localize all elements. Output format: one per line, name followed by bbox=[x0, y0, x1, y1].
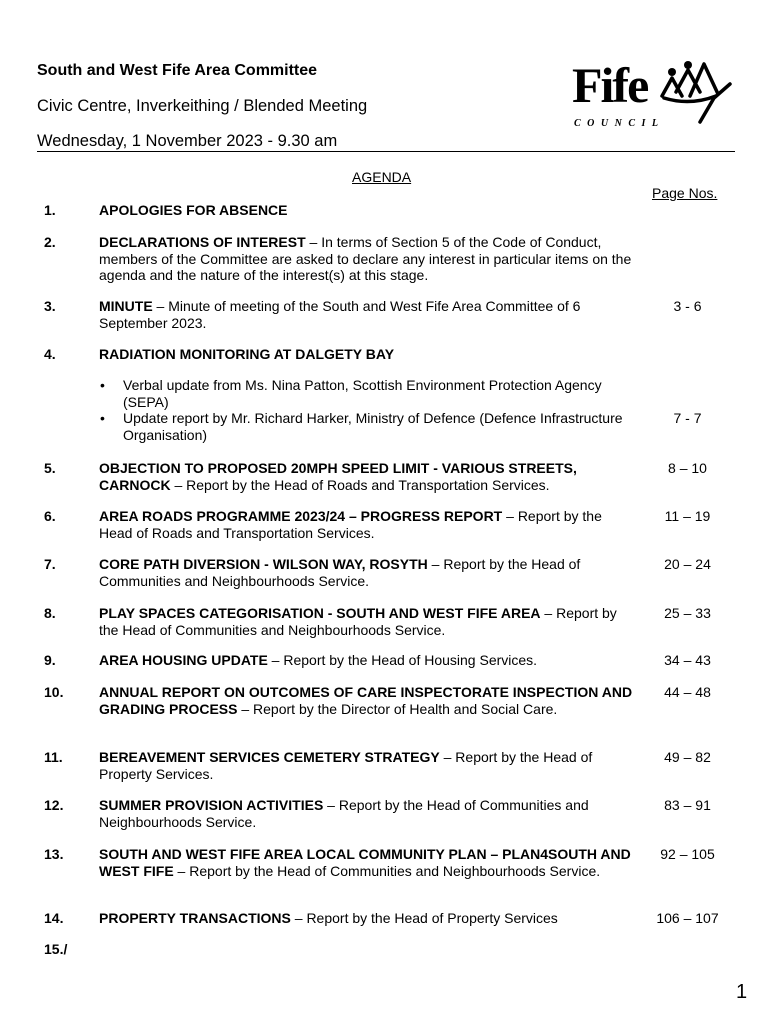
item-title: OBJECTION TO PROPOSED 20MPH SPEED LIMIT - VARIOUS STREETS, CARNOCK bbox=[99, 460, 577, 493]
item-title: PROPERTY TRANSACTIONS bbox=[99, 910, 291, 926]
header-divider bbox=[37, 151, 735, 152]
item-pages: 92 – 105 bbox=[660, 846, 715, 862]
item-title: RADIATION MONITORING AT DALGETY BAY bbox=[99, 346, 395, 362]
svg-text:C O U N C I L: C O U N C I L bbox=[574, 118, 661, 129]
svg-text:Fife: Fife bbox=[572, 57, 648, 113]
item-number: 7. bbox=[44, 556, 56, 572]
bullet-item: • Update report by Mr. Richard Harker, Ministry of Defence (Defence Infrastructure Organisation) bbox=[99, 410, 628, 443]
item-text: – Report by the Head of Property Services bbox=[290, 910, 558, 926]
item-text: – Report by the Director of Health and Social Care. bbox=[237, 700, 558, 717]
item-pages: 106 – 107 bbox=[656, 910, 719, 926]
page-nos-header: Page Nos. bbox=[652, 185, 718, 201]
item-pages: 7 - 7 bbox=[673, 410, 702, 426]
item-pages: 11 – 19 bbox=[664, 508, 711, 524]
item-number: 5. bbox=[44, 460, 56, 476]
item-number: 14. bbox=[44, 910, 64, 926]
item-number: 6. bbox=[44, 508, 56, 524]
item-text: – Report by the Head of Property Services. bbox=[99, 749, 593, 782]
item-number: 12. bbox=[44, 797, 64, 813]
item-title: AREA HOUSING UPDATE bbox=[99, 652, 268, 668]
item-number: 15./ bbox=[44, 941, 68, 957]
bullet-item: • Verbal update from Ms. Nina Patton, Scottish Environment Protection Agency (SEPA) bbox=[99, 377, 628, 410]
meeting-date: Wednesday, 1 November 2023 - 9.30 am bbox=[37, 132, 338, 150]
item-title: APOLOGIES FOR ABSENCE bbox=[99, 202, 288, 218]
item-title: SUMMER PROVISION ACTIVITIES bbox=[99, 797, 324, 813]
item-number: 4. bbox=[44, 346, 56, 362]
item-text: – Report by the Head of Housing Services. bbox=[267, 652, 538, 668]
item-text: – Report by the Head of Roads and Transportation Services. bbox=[170, 476, 550, 493]
item-number: 1. bbox=[44, 202, 56, 218]
page-number: 1 bbox=[736, 981, 748, 1003]
item-text: – Report by the Head of Communities and Neighbourhoods Service. bbox=[99, 556, 581, 589]
item-title: MINUTE bbox=[99, 298, 153, 314]
item-pages: 34 – 43 bbox=[664, 652, 711, 668]
item-title: SOUTH AND WEST FIFE AREA LOCAL COMMUNITY PLAN – PLAN4SOUTH AND WEST FIFE bbox=[99, 846, 631, 879]
item-title: BEREAVEMENT SERVICES CEMETERY STRATEGY bbox=[99, 749, 440, 765]
item-title: CORE PATH DIVERSION - WILSON WAY, ROSYTH bbox=[99, 556, 428, 572]
item-text: – In terms of Section 5 of the Code of Conduct, members of the Committee are asked to declare any interest in particular items on the agenda and the nature of the interest(s) at this stage. bbox=[99, 234, 632, 283]
item-pages: 44 – 48 bbox=[664, 684, 711, 700]
item-text: – Report by the Head of Communities and Neighbourhoods Service. bbox=[173, 862, 601, 879]
fife-council-logo bbox=[572, 56, 737, 134]
agenda-title: AGENDA bbox=[352, 169, 412, 185]
item-number: 8. bbox=[44, 605, 56, 621]
item-title: AREA ROADS PROGRAMME 2023/24 – PROGRESS REPORT bbox=[99, 508, 503, 524]
item-pages: 3 - 6 bbox=[673, 298, 702, 314]
item-number: 11. bbox=[44, 749, 63, 765]
item-number: 13. bbox=[44, 846, 64, 862]
item-pages: 20 – 24 bbox=[664, 556, 711, 572]
item-pages: 8 – 10 bbox=[668, 460, 707, 476]
item-text: – Report by the Head of Roads and Transportation Services. bbox=[99, 508, 602, 541]
item-number: 9. bbox=[44, 652, 56, 668]
item-title: DECLARATIONS OF INTEREST bbox=[99, 234, 306, 250]
committee-name: South and West Fife Area Committee bbox=[37, 62, 318, 79]
item-number: 10. bbox=[44, 684, 64, 700]
item-title: PLAY SPACES CATEGORISATION - SOUTH AND WEST FIFE AREA bbox=[99, 605, 541, 621]
item-number: 2. bbox=[44, 234, 56, 250]
item-text: – Minute of meeting of the South and West Fife Area Committee of 6 September 2023. bbox=[99, 298, 581, 331]
item-text: – Report by the Head of Communities and Neighbourhoods Service. bbox=[99, 797, 589, 830]
item-number: 3. bbox=[44, 298, 56, 314]
item-pages: 49 – 82 bbox=[664, 749, 711, 765]
item-pages: 83 – 91 bbox=[664, 797, 711, 813]
meeting-venue: Civic Centre, Inverkeithing / Blended Meeting bbox=[37, 97, 368, 115]
item-text: – Report by the Head of Communities and Neighbourhoods Service. bbox=[99, 605, 617, 638]
item-pages: 25 – 33 bbox=[664, 605, 711, 621]
item-title: ANNUAL REPORT ON OUTCOMES OF CARE INSPECTORATE INSPECTION AND GRADING PROCESS bbox=[99, 684, 633, 717]
